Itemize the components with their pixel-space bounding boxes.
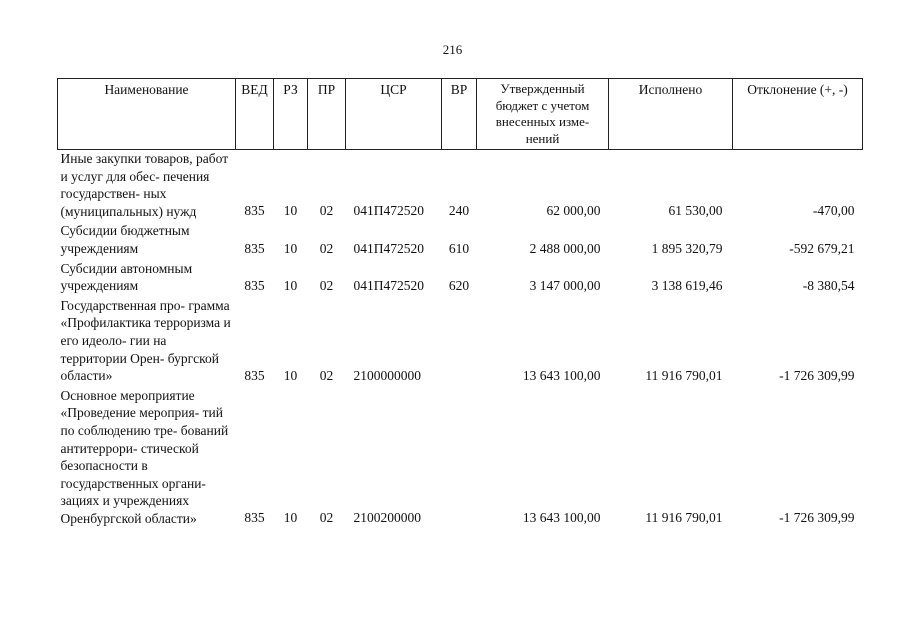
row-vr	[442, 387, 477, 530]
row-pr: 02	[319, 510, 334, 526]
row-pr: 02	[319, 203, 334, 219]
table-row	[58, 297, 863, 387]
row-name: Субсидии автономным учреждениям	[60, 260, 193, 294]
row-csr: 041П472520	[353, 240, 424, 256]
row-csr: 2100200000	[353, 510, 421, 526]
row-budget: 62 000,00	[546, 203, 601, 219]
row-executed: 61 530,00	[668, 203, 723, 219]
row-deviation: -8 380,54	[802, 277, 855, 293]
budget-execution-table	[57, 78, 863, 529]
row-ved: 835	[244, 510, 265, 526]
row-vr	[442, 297, 477, 387]
row-budget: 3 147 000,00	[529, 277, 601, 293]
header-vr: ВР	[442, 79, 477, 150]
table-row	[58, 387, 863, 530]
row-ved: 835	[244, 367, 265, 383]
row-executed: 11 916 790,01	[645, 510, 723, 526]
row-deviation: -470,00	[812, 203, 855, 219]
row-executed: 11 916 790,01	[645, 367, 723, 383]
row-csr: 2100000000	[353, 367, 421, 383]
header-rz: РЗ	[274, 79, 308, 150]
row-deviation: -1 726 309,99	[779, 367, 855, 383]
row-csr: 041П472520	[353, 277, 424, 293]
row-rz: 10	[283, 367, 298, 383]
row-executed: 1 895 320,79	[651, 240, 723, 256]
header-pr: ПР	[308, 79, 346, 150]
row-name: Основное мероприятие «Проведение мероприя- тий по соблюдению тре- бований антитеррори- стической безопасности в государственных органи- зациях и учреждениях Оренбургской области»	[60, 387, 229, 526]
row-budget: 2 488 000,00	[529, 240, 601, 256]
row-deviation: -1 726 309,99	[779, 510, 855, 526]
row-executed: 3 138 619,46	[651, 277, 723, 293]
header-approved-budget: Утвержденный бюджет с учетом внесенных изме- нений	[477, 79, 609, 150]
row-vr: 610	[448, 240, 470, 256]
row-pr: 02	[319, 367, 334, 383]
row-ved: 835	[244, 203, 265, 219]
row-vr: 620	[448, 277, 470, 293]
header-ved: ВЕД	[236, 79, 274, 150]
row-rz: 10	[283, 203, 298, 219]
row-ved: 835	[244, 277, 265, 293]
row-csr: 041П472520	[353, 203, 424, 219]
row-rz: 10	[283, 277, 298, 293]
header-deviation: Отклонение (+, -)	[733, 79, 863, 150]
table-row	[58, 260, 863, 297]
row-budget: 13 643 100,00	[522, 510, 601, 526]
row-name: Государственная про- грамма «Профилактика терроризма и его идеоло- гии на территории Орен- бургской области»	[60, 297, 231, 384]
table-row	[58, 150, 863, 223]
row-deviation: -592 679,21	[789, 240, 855, 256]
row-name: Иные закупки товаров, работ и услуг для обес- печения государствен- ных (муниципальных) нужд	[60, 151, 229, 219]
header-executed: Исполнено	[609, 79, 733, 150]
row-ved: 835	[244, 240, 265, 256]
page-number: 216	[442, 42, 463, 57]
row-pr: 02	[319, 240, 334, 256]
table-row	[58, 222, 863, 259]
header-csr: ЦСР	[346, 79, 442, 150]
row-name: Субсидии бюджетным учреждениям	[60, 223, 190, 256]
header-name: Наименование	[58, 79, 236, 150]
table-header-row	[58, 79, 863, 150]
row-pr: 02	[319, 277, 334, 293]
row-vr: 240	[448, 203, 470, 219]
row-rz: 10	[283, 240, 298, 256]
row-budget: 13 643 100,00	[522, 367, 601, 383]
row-rz: 10	[283, 510, 298, 526]
